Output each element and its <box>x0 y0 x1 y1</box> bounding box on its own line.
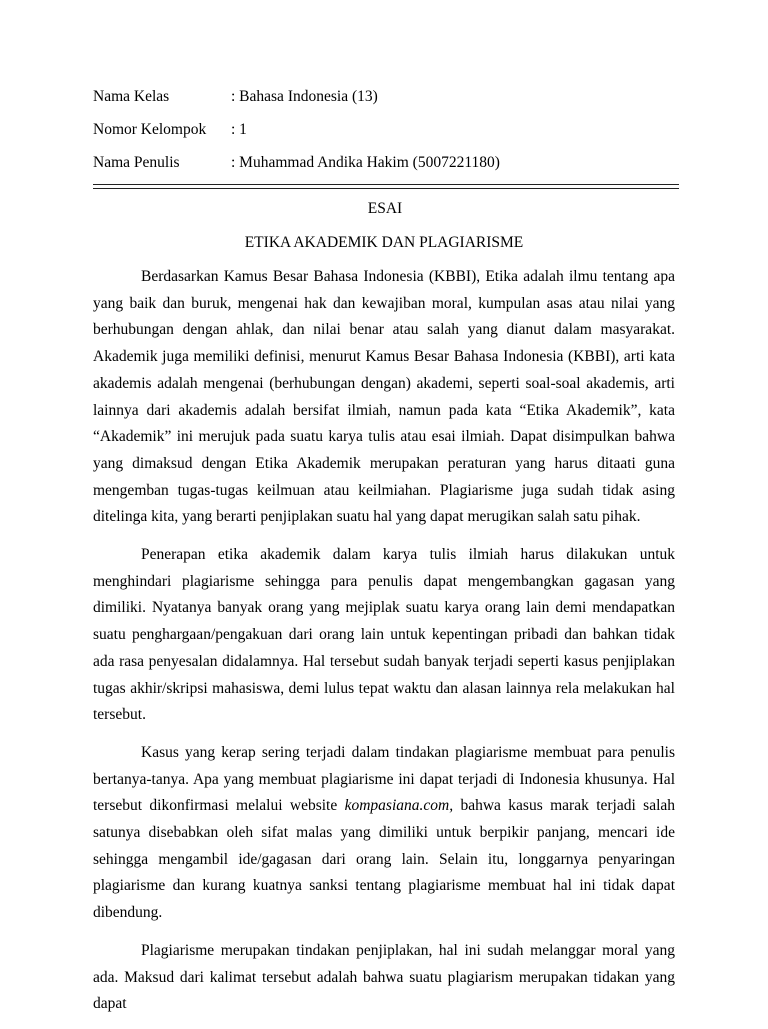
metadata-row-author <box>93 152 693 185</box>
document-type-label: ESAI <box>367 200 403 217</box>
paragraph-3 <box>93 740 675 927</box>
website-reference: kompasiana.com, <box>344 797 454 815</box>
paragraph-3-text-start: Kasus yang kerap sering terjadi dalam tindakan plagiarisme membuat para penulis bertanya-tanya. Apa yang membuat plagiarisme ini dapat terjadi di Indonesia khusunya. Hal tersebut dikonfirmasi melalui website <box>93 743 675 815</box>
paragraph-1: Berdasarkan Kamus Besar Bahasa Indonesia (KBBI), Etika adalah ilmu tentang apa yang baik dan buruk, mengenai hak dan kewajiban moral, kumpulan asas atau nilai yang berhubungan dengan ahlak, dan nilai benar atau salah yang dianut dalam masyarakat. Akademik juga memiliki definisi, menurut Kamus Besar Bahasa Indonesia (KBBI), arti kata akademis adalah mengenai (berhubungan dengan) akademi, seperti soal-soal akademis, arti lainnya dari akademis adalah bersifat ilmiah, namun pada kata “Etika Akademik”, kata “Akademik” ini merujuk pada suatu karya tulis atau esai ilmiah. Dapat disimpulkan bahwa yang dimaksud dengan Etika Akademik merupakan peraturan yang harus ditaati guna mengemban tugas-tugas keilmuan atau keilmiahan. Plagiarisme juga sudah tidak asing ditelinga kita, yang berarti penjiplakan suatu hal yang dapat merugikan salah satu pihak. <box>93 268 675 526</box>
metadata-label: Nama Kelas <box>93 88 170 105</box>
document-type-heading <box>0 200 768 218</box>
metadata-row-group <box>93 119 693 152</box>
metadata-label: Nama Penulis <box>93 154 180 171</box>
document-title: ETIKA AKADEMIK DAN PLAGIARISME <box>244 234 524 251</box>
paragraph-4: Plagiarisme merupakan tindakan penjiplakan, hal ini sudah melanggar moral yang ada. Maksud dari kalimat tersebut adalah bahwa suatu plagiarism merupakan tidakan yang dapat <box>93 941 675 1013</box>
header-divider-bottom <box>93 188 679 189</box>
metadata-value: : Bahasa Indonesia (13) <box>231 88 378 105</box>
essay-body <box>93 264 675 1029</box>
essay-metadata <box>93 86 693 185</box>
metadata-label: Nomor Kelompok <box>93 121 207 138</box>
metadata-row-class <box>93 86 693 119</box>
metadata-value: : Muhammad Andika Hakim (5007221180) <box>231 154 500 171</box>
metadata-value: : 1 <box>231 121 247 138</box>
paragraph-3-text-end: bahwa kasus marak terjadi salah satunya disebabkan oleh sifat malas yang dimiliki untuk berpikir panjang, mencari ide sehingga mengambil ide/gagasan dari orang lain. Selain itu, longgarnya penyaringan plagiarisme dan kurang kuatnya sanksi tentang plagiarisme membuat hal ini tidak dapat dibendung. <box>93 797 676 922</box>
header-divider-top <box>93 184 679 185</box>
paragraph-2: Penerapan etika akademik dalam karya tulis ilmiah harus dilakukan untuk menghindari plagiarisme sehingga para penulis dapat mengembangkan gagasan yang dimiliki. Nyatanya banyak orang yang mejiplak suatu karya orang lain demi mendapatkan suatu penghargaan/pengakuan dari orang lain untuk kepentingan pribadi dan bahkan tidak ada rasa penyesalan didalamnya. Hal tersebut sudah banyak terjadi seperti kasus penjiplakan tugas akhir/skripsi mahasiswa, demi lulus tepat waktu dan alasan lainnya rela melakukan hal tersebut. <box>93 546 675 724</box>
